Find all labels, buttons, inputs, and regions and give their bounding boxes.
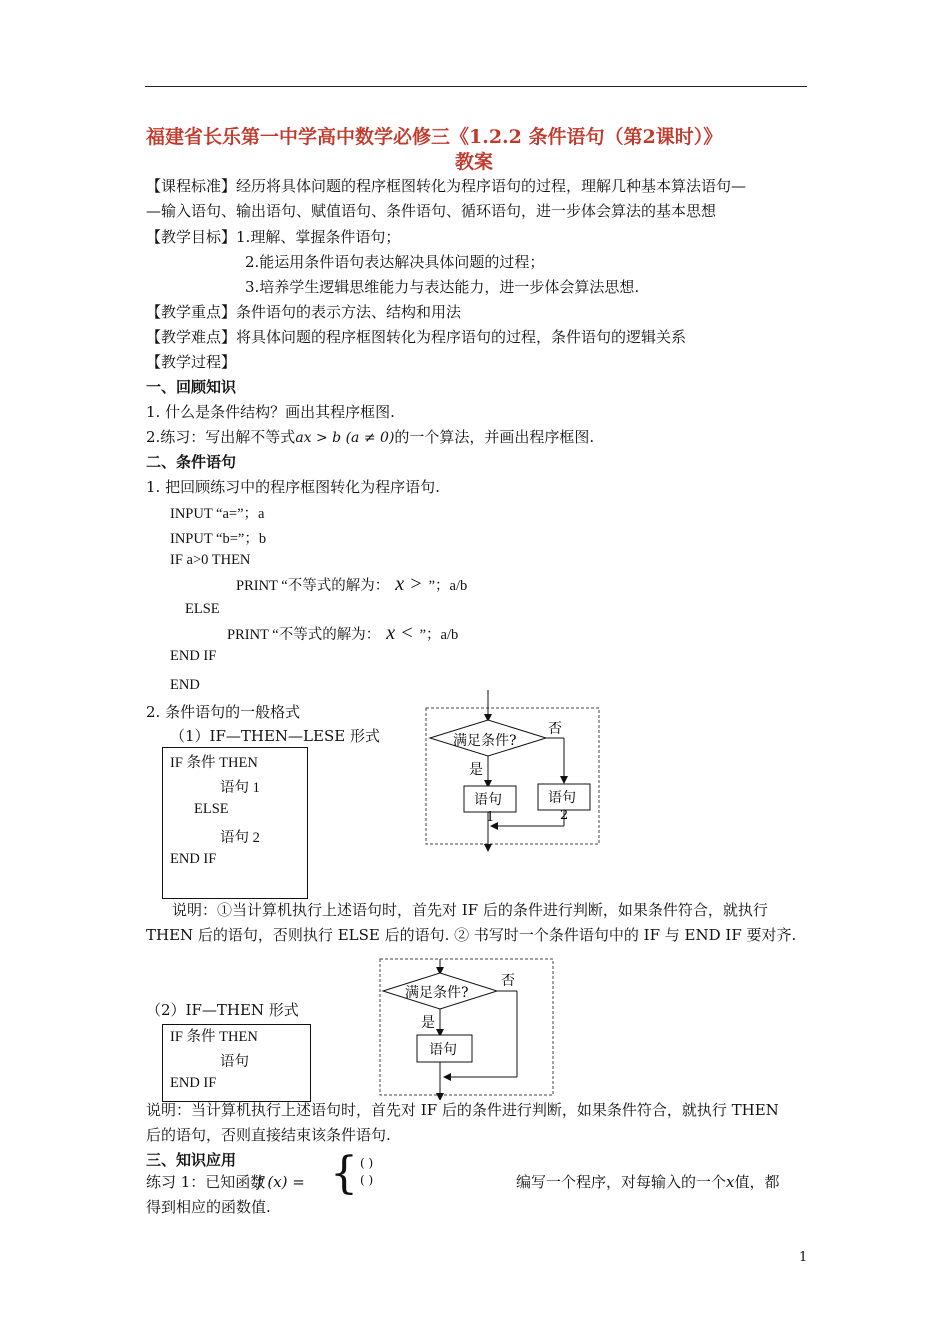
code-line-6-tail: ”；a/b [419, 627, 459, 643]
standard-text1: 经历将具体问题的程序框图转化为程序语句的过程，理解几种基本算法语句— [236, 177, 747, 195]
difficulty-text: 将具体问题的程序框图转化为程序语句的过程，条件语句的逻辑关系 [236, 328, 687, 346]
code-line-2: INPUT “b=”；b [170, 531, 267, 547]
flow2-dashed-frame [380, 959, 553, 1095]
goal-3: 3.培养学生逻辑思维能力与表达能力，进一步体会算法思想. [245, 278, 640, 296]
flow2-cond-text: 满足条件? [405, 985, 469, 1001]
code-line-3: IF a>0 THEN [170, 552, 251, 568]
section2-item1: 1. 把回顾练习中的程序框图转化为程序语句. [146, 478, 440, 496]
piecewise-case2: ( ) [360, 1173, 374, 1187]
exercise1-post [516, 1172, 780, 1192]
form1-code-line5: END IF [170, 851, 217, 867]
note1-line2: THEN 后的语句，否则执行 ELSE 后的语句. ② 书写时一个条件语句中的 IF 与 END IF 要对齐. [146, 926, 797, 944]
flow2-no-label: 否 [501, 973, 515, 989]
section3-heading: 三、知识应用 [146, 1151, 237, 1169]
note2-line1: 说明：当计算机执行上述语句时，首先对 IF 后的条件进行判断，如果条件符合，就执行 THEN [146, 1101, 779, 1119]
form2-label: （2）IF—THEN 形式 [146, 1001, 299, 1019]
process-label: 【教学过程】 [146, 353, 237, 371]
code-line-6 [227, 622, 458, 645]
exercise1-line2: 得到相应的函数值. [146, 1198, 271, 1216]
form2-code-line2: 语句 [220, 1054, 249, 1070]
flow1-stmt2-num: 2 [560, 808, 569, 823]
goal-label: 【教学目标】 [146, 228, 237, 246]
page-number: 1 [799, 1250, 808, 1265]
flowchart-if-then-else [420, 690, 605, 855]
form1-code-line1: IF 条件 THEN [170, 755, 258, 771]
flowchart-if-then [375, 955, 560, 1100]
section2-item2: 2. 条件语句的一般格式 [146, 703, 301, 721]
exercise1-post1: 编写一个程序，对每输入的一个 [516, 1173, 727, 1191]
flow2-yes-label: 是 [421, 1015, 435, 1031]
form1-label: （1）IF—THEN—LESE 形式 [170, 727, 380, 745]
flow1-stmt2-text: 语句 [548, 790, 576, 806]
piecewise-brace-icon: { [330, 1148, 358, 1199]
note1-line1: 说明：①当计算机执行上述语句时，首先对 IF 后的条件进行判断，如果条件符合，就执行 [172, 901, 768, 919]
code-line-4-math: x > [395, 573, 423, 595]
code-line-8: END [170, 677, 200, 693]
flow1-cond-text: 满足条件? [453, 733, 517, 749]
section1-q2-post: 的一个算法，并画出程序框图. [394, 428, 595, 446]
difficulty-label: 【教学难点】 [146, 328, 237, 346]
code-line-5: ELSE [185, 601, 220, 617]
difficulty-line [146, 327, 686, 347]
goal-2: 2.能运用条件语句表达解决具体问题的过程； [245, 253, 545, 271]
exercise1-func: f (x) = [257, 1173, 305, 1191]
code-line-4-text: PRINT “不等式的解为： [236, 578, 390, 594]
exercise1-post2: 值，都 [734, 1173, 780, 1191]
section1-q2-pre: 2.练习：写出解不等式 [146, 428, 296, 446]
key-line [146, 302, 461, 322]
inequality-math: ax > b (a ≠ 0) [295, 430, 395, 446]
goal-line1 [146, 227, 400, 247]
doc-title-line2: 教案 [455, 151, 494, 173]
note2-line2: 后的语句，否则直接结束该条件语句. [146, 1126, 391, 1144]
form2-code-line1: IF 条件 THEN [170, 1029, 258, 1045]
section1-q1: 1. 什么是条件结构？画出其程序框图. [146, 403, 395, 421]
code-line-6-math: x < [386, 622, 414, 644]
flow1-stmt1-text: 语句 [474, 792, 502, 808]
code-line-4-tail: ”；a/b [428, 578, 468, 594]
form1-code-line4: 语句 2 [220, 830, 260, 846]
code-line-6-text: PRINT “不等式的解为： [227, 627, 381, 643]
key-label: 【教学重点】 [146, 303, 237, 321]
doc-title-line1: 福建省长乐第一中学高中数学必修三《1.2.2 条件语句（第2课时）》 [146, 126, 723, 148]
goal-1: 1.理解、掌握条件语句； [236, 228, 401, 246]
flow1-yes-label: 是 [469, 762, 483, 778]
standard-line1 [146, 176, 746, 196]
form2-code-line3: END IF [170, 1075, 217, 1091]
piecewise-case1: ( ) [360, 1156, 374, 1170]
standard-text2: —输入语句、输出语句、赋值语句、条件语句、循环语句，进一步体会算法的基本思想 [146, 202, 717, 220]
form1-code-line2: 语句 1 [220, 780, 260, 796]
section2-heading: 二、条件语句 [146, 453, 237, 471]
flow2-stmt-text: 语句 [429, 1042, 457, 1058]
flow1-stmt1-num: 1 [486, 810, 495, 825]
standard-label: 【课程标准】 [146, 177, 237, 195]
flow1-no-label: 否 [548, 721, 562, 737]
section1-heading: 一、回顾知识 [146, 378, 237, 396]
exercise1-var: x [726, 1173, 735, 1191]
code-line-1: INPUT “a=”；a [170, 506, 265, 522]
exercise1-pre: 练习 1：已知函数 [146, 1173, 266, 1191]
form1-code-line3: ELSE [194, 801, 229, 817]
section1-q2 [146, 427, 594, 448]
code-line-7: END IF [170, 648, 217, 664]
header-rule [145, 86, 807, 87]
code-line-4 [236, 573, 467, 596]
key-text: 条件语句的表示方法、结构和用法 [236, 303, 462, 321]
